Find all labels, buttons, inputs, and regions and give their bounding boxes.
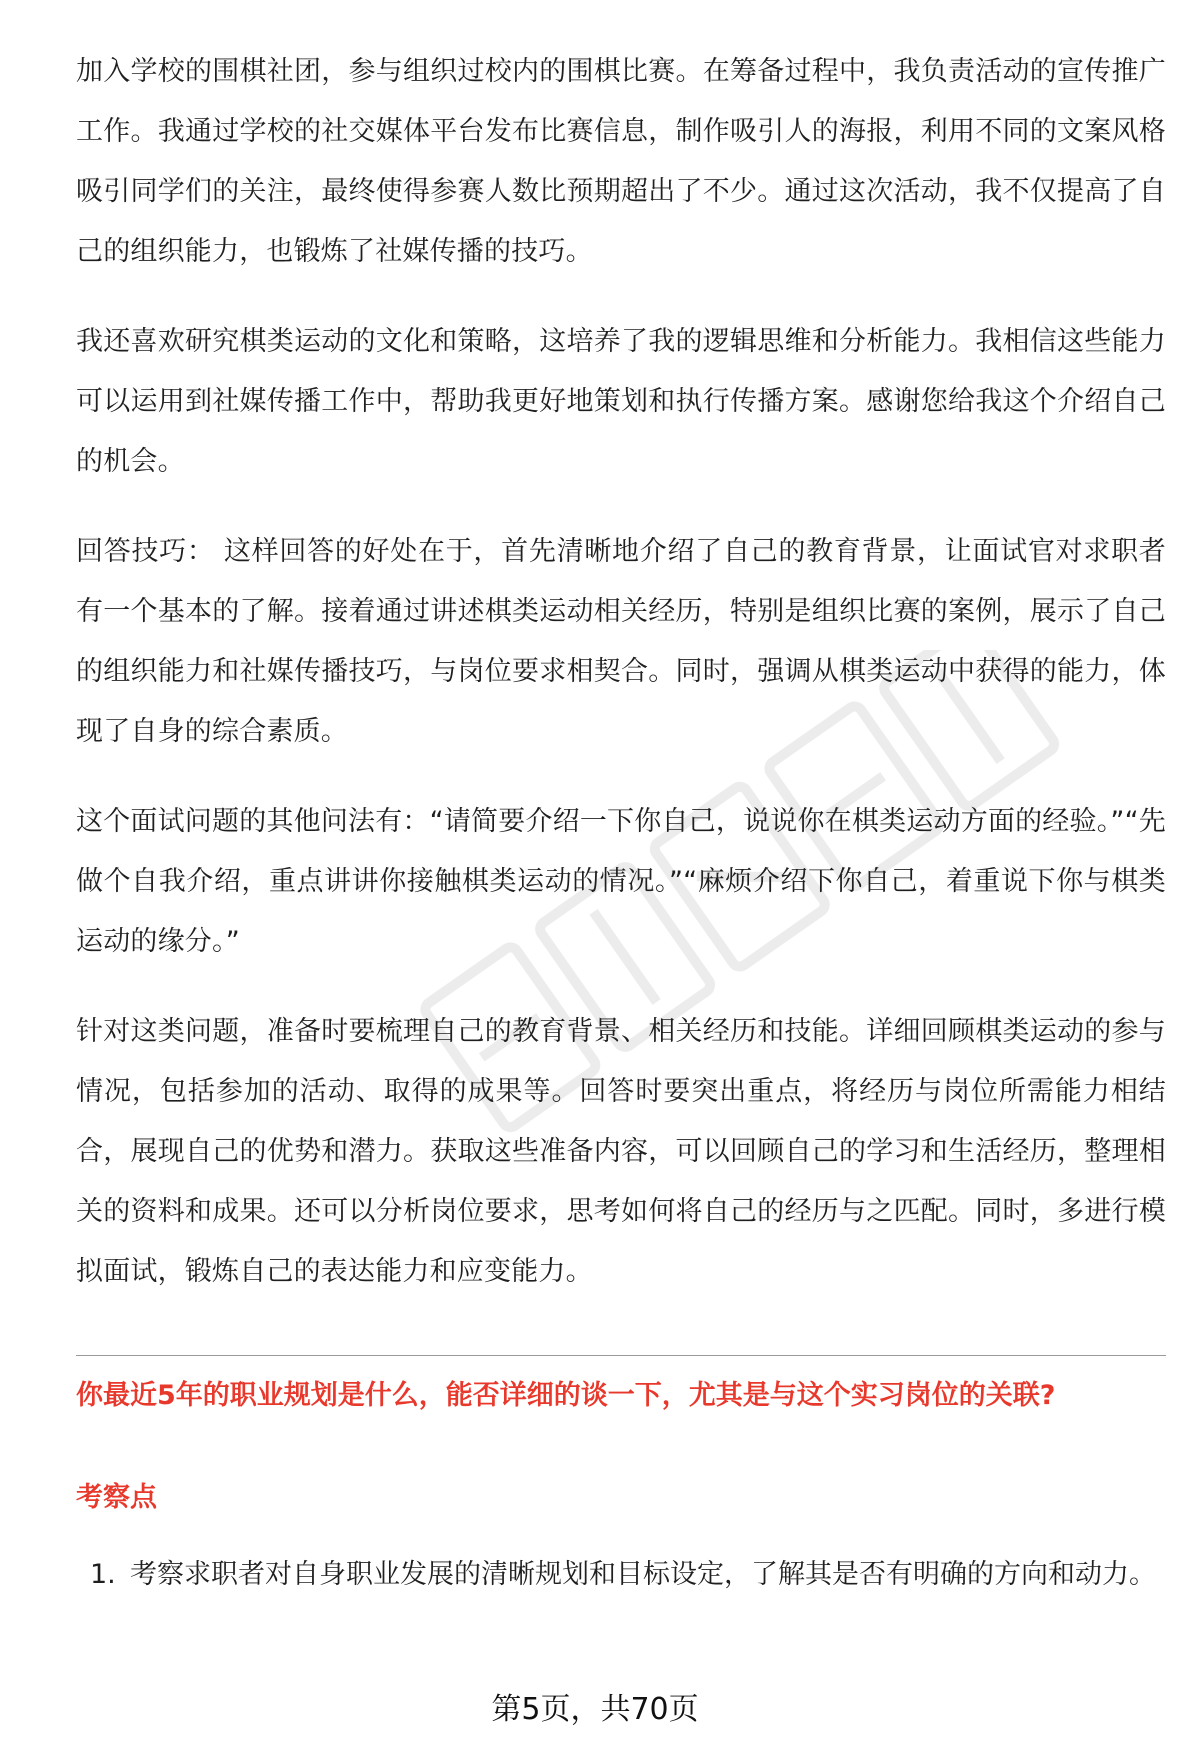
list-item-text: 考察求职者对自身职业发展的清晰规划和目标设定，了解其是否有明确的方向和动力。 bbox=[130, 1559, 1156, 1590]
list-item-number: 1. bbox=[90, 1559, 116, 1590]
list-item bbox=[76, 1545, 1166, 1605]
page-number: 第5页，共70页 bbox=[491, 1692, 699, 1727]
section-divider bbox=[76, 1355, 1166, 1356]
point-list bbox=[76, 1545, 1166, 1605]
section-heading: 考察点 bbox=[76, 1482, 157, 1513]
interview-question: 你最近5年的职业规划是什么，能否详细的谈一下，尤其是与这个实习岗位的关联? bbox=[76, 1380, 1056, 1411]
paragraph-alternate-questions: 这个面试问题的其他问法有：“请简要介绍一下你自己，说说你在棋类运动方面的经验。”“先做个自我介绍，重点讲讲你接触棋类运动的情况。”“麻烦介绍下你自己，着重说下你与棋类运动的缘分。” bbox=[76, 806, 1166, 957]
body-content bbox=[76, 42, 1166, 1332]
paragraph: 我还喜欢研究棋类运动的文化和策略，这培养了我的逻辑思维和分析能力。我相信这些能力可以运用到社媒传播工作中，帮助我更好地策划和执行传播方案。感谢您给我这个介绍自己的机会。 bbox=[76, 326, 1166, 477]
paragraph-answer-tips: 回答技巧： 这样回答的好处在于，首先清晰地介绍了自己的教育背景，让面试官对求职者有一个基本的了解。接着通过讲述棋类运动相关经历，特别是组织比赛的案例，展示了自己的组织能力和社媒传播技巧，与岗位要求相契合。同时，强调从棋类运动中获得的能力，体现了自身的综合素质。 bbox=[76, 536, 1166, 747]
paragraph-preparation: 针对这类问题，准备时要梳理自己的教育背景、相关经历和技能。详细回顾棋类运动的参与情况，包括参加的活动、取得的成果等。回答时要突出重点，将经历与岗位所需能力相结合，展现自己的优势和潜力。获取这些准备内容，可以回顾自己的学习和生活经历，整理相关的资料和成果。还可以分析岗位要求，思考如何将自己的经历与之匹配。同时，多进行模拟面试，锻炼自己的表达能力和应变能力。 bbox=[76, 1016, 1166, 1287]
paragraph: 加入学校的围棋社团，参与组织过校内的围棋比赛。在筹备过程中，我负责活动的宣传推广工作。我通过学校的社交媒体平台发布比赛信息，制作吸引人的海报，利用不同的文案风格吸引同学们的关注，最终使得参赛人数比预期超出了不少。通过这次活动，我不仅提高了自己的组织能力，也锻炼了社媒传播的技巧。 bbox=[76, 56, 1166, 267]
